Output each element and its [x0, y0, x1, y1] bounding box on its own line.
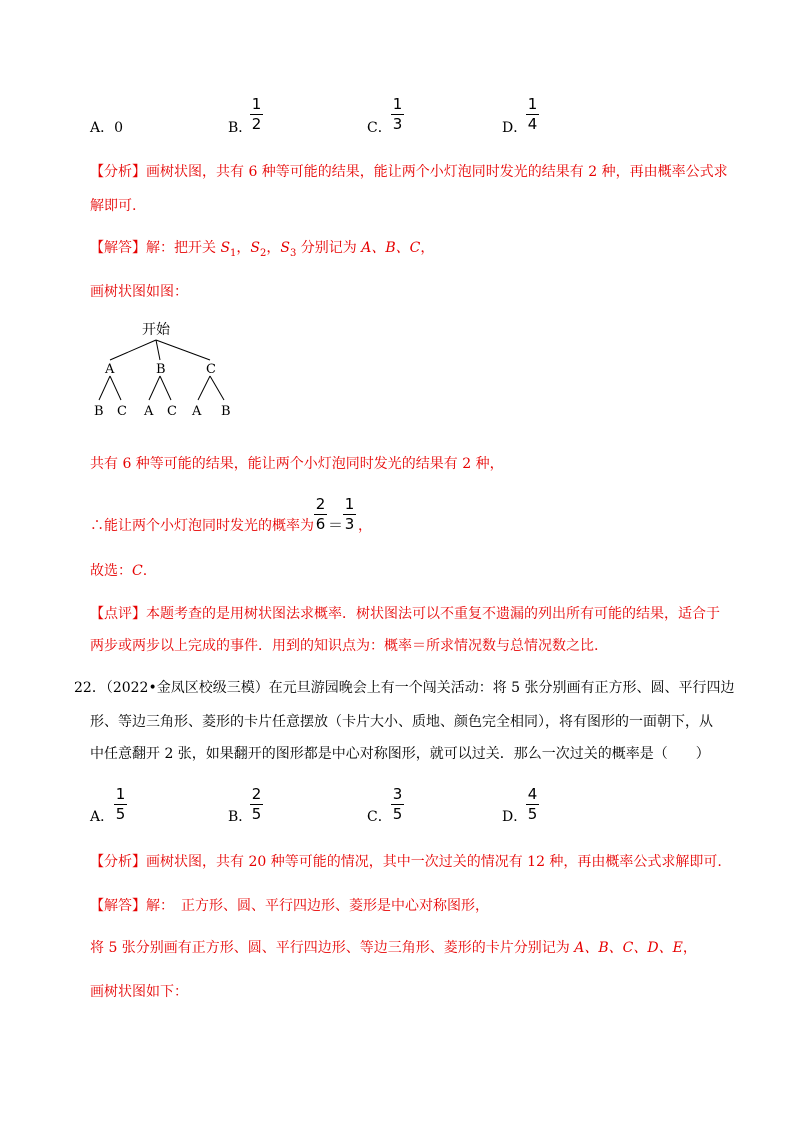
option-d-label: D．	[502, 809, 528, 825]
tree-node-c: C	[206, 362, 216, 377]
option-a-label: A．	[90, 809, 115, 825]
tree-intro: 画树状图如图：	[90, 284, 188, 300]
tree-edge	[110, 376, 121, 400]
probability-fraction-1: 2 6	[315, 495, 326, 533]
option-b-label: B．	[228, 120, 253, 136]
option-a-label: A．0	[90, 120, 124, 136]
tree-edge	[156, 340, 160, 360]
option-c-fraction: 3 5	[392, 785, 403, 823]
tree-leaf: B	[221, 404, 231, 419]
tree-edge	[156, 340, 210, 360]
option-b-fraction: 2 5	[251, 785, 262, 823]
option-c-fraction: 1 3	[392, 95, 403, 133]
q21-comment-line2: 两步或两步以上完成的事件．用到的知识点为：概率＝所求情况数与总情况数之比.	[90, 638, 599, 654]
q21-probability-prefix: ∴能让两个小灯泡同时发光的概率为	[90, 518, 314, 534]
option-d-label: D．	[502, 120, 528, 136]
q21-comment-line1: 【点评】本题考查的是用树状图法求概率．树状图法可以不重复不遗漏的列出所有可能的结果，适合于	[90, 606, 720, 622]
tree-diagram	[90, 318, 250, 424]
q22-answer-line1: 【解答】解： 正方形、圆、平行四边形、菱形是中心对称图形，	[90, 898, 489, 914]
option-d-fraction: 1 4	[527, 95, 538, 133]
option-d-fraction: 4 5	[527, 785, 538, 823]
tree-node-b: B	[156, 362, 166, 377]
tree-leaf: A	[192, 404, 202, 419]
tree-leaf: A	[144, 404, 154, 419]
option-b-fraction: 1 2	[251, 95, 262, 133]
tree-root: 开始	[142, 322, 170, 338]
option-a-fraction: 1 5	[115, 785, 126, 823]
q22-analysis: 【分析】画树状图，共有 20 种等可能的情况，其中一次过关的情况有 12 种，再由概率公式求解即可.	[90, 854, 722, 870]
option-b-label: B．	[228, 809, 253, 825]
q22-line2: 形、等边三角形、菱形的卡片任意摆放（卡片大小、质地、颜色完全相同），将有图形的一面朝下，从	[90, 714, 713, 730]
tree-node-a: A	[105, 362, 115, 377]
tree-edge	[99, 376, 110, 400]
probability-fraction-2: 1 3	[344, 495, 355, 533]
q21-result: 共有 6 种等可能的结果，能让两个小灯泡同时发光的结果有 2 种，	[90, 456, 504, 472]
tree-edge	[110, 340, 156, 360]
q22-line3: 中任意翻开 2 张，如果翻开的图形都是中心对称图形，就可以过关．那么一次过关的概率是（ ）	[90, 746, 710, 762]
q21-choice: 故选：C.	[90, 563, 148, 579]
tree-edge	[160, 376, 171, 400]
tree-leaf: C	[167, 404, 177, 419]
q21-analysis-line2: 解即可.	[90, 198, 137, 214]
tree-edge	[198, 376, 210, 400]
q21-answer-intro: 【解答】解：把开关 $S_1$，$S_2$，$S_3$ 分别记为 A、B、C，	[90, 240, 435, 259]
q22-line1: 22．（2022•金凤区校级三模）在元旦游园晚会上有一个闯关活动：将 5 张分别画有正方形、圆、平行四边	[74, 680, 735, 696]
tree-leaf: C	[117, 404, 127, 419]
q22-answer-line2: 将 5 张分别画有正方形、圆、平行四边形、等边三角形、菱形的卡片分别记为 A、B、C、D、E，	[90, 940, 697, 956]
tree-edge	[149, 376, 160, 400]
tree-leaf: B	[94, 404, 104, 419]
probability-suffix: ，	[358, 518, 372, 534]
equals-sign: ＝	[328, 516, 344, 534]
tree-edge	[210, 376, 224, 400]
option-c-label: C．	[367, 120, 392, 136]
q22-answer-line3: 画树状图如下：	[90, 984, 188, 1000]
option-c-label: C．	[367, 809, 392, 825]
q21-analysis-line1: 【分析】画树状图，共有 6 种等可能的结果，能让两个小灯泡同时发光的结果有 2 种，再由概率公式求	[90, 164, 728, 180]
